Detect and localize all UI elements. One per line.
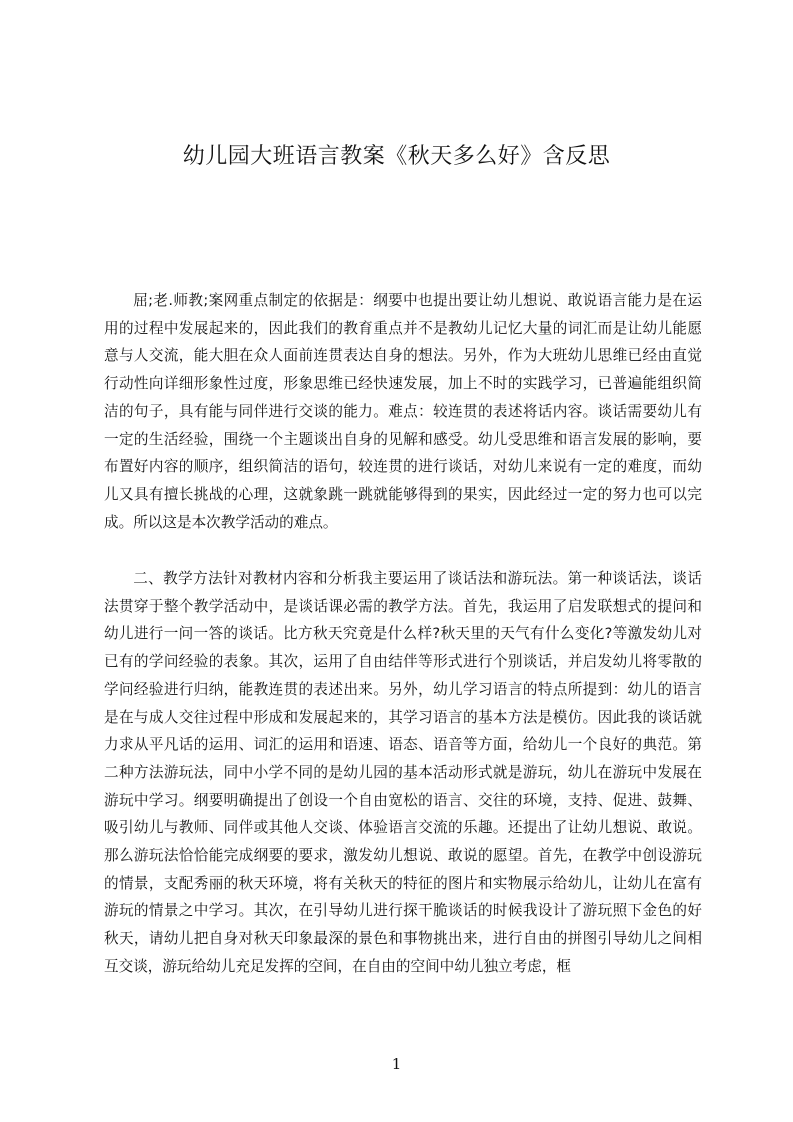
document-title: 幼儿园大班语言教案《秋天多么好》含反思 [182,144,611,169]
paragraph-teaching-methods: 二、教学方法针对教材内容和分析我主要运用了谈话法和游玩法。第一种谈话法，谈话法贯穿于整个教学活动中，是谈话课必需的教学方法。首先，我运用了启发联想式的提问和幼儿进行一问一答的谈话。比方秋天究竟是什么样?秋天里的天气有什么变化?等激发幼儿对已有的学问经验的表象。其次，运用了自由结伴等形式进行个别谈话，并启发幼儿将零散的学问经验进行归纳，能教连贯的表述出来。另外，幼儿学习语言的特点所提到：幼儿的语言是在与成人交往过程中形成和发展起来的，其学习语言的基本方法是模仿。因此我的谈话就力求从平凡话的运用、词汇的运用和语速、语态、语音等方面，给幼儿一个良好的典范。第二种方法游玩法，同中小学不同的是幼儿园的基本活动形式就是游玩，幼儿在游玩中发展在游玩中学习。纲要明确提出了创设一个自由宽松的语言、交往的环境，支持、促进、鼓舞、吸引幼儿与教师、同伴或其他人交谈、体验语言交流的乐趣。还提出了让幼儿想说、敢说。那么游玩法恰恰能完成纲要的要求，激发幼儿想说、敢说的愿望。首先，在教学中创设游玩的情景，支配秀丽的秋天环境，将有关秋天的特征的图片和实物展示给幼儿，让幼儿在富有游玩的情景之中学习。其次，在引导幼儿进行探干脆谈话的时候我设计了游玩照下金色的好秋天，请幼儿把自身对秋天印象最深的景色和事物挑出来，进行自由的拼图引导幼儿之间相互交谈，游玩给幼儿充足发挥的空间，在自由的空间中幼儿独立考虑，框 [104,570,702,975]
paragraph-teaching-focus: 屈;老.师教;案网重点制定的依据是：纲要中也提出要让幼儿想说、敢说语言能力是在运用的过程中发展起来的，因此我们的教育重点并不是教幼儿记忆大量的词汇而是让幼儿能愿意与人交流，能大胆在众人面前连贯表达自身的想法。另外，作为大班幼儿思维已经由直觉行动性向详细形象性过度，形象思维已经快速发展，加上不时的实践学习，已普遍能组织简洁的句子，具有能与同伴进行交谈的能力。难点：较连贯的表述将话内容。谈话需要幼儿有一定的生活经验，围绕一个主题谈出自身的见解和感受。幼儿受思维和语言发展的影响，要布置好内容的顺序，组织简洁的语句，较连贯的进行谈话，对幼儿来说有一定的难度，而幼儿又具有擅长挑战的心理，这就象跳一跳就能够得到的果实，因此经过一定的努力也可以完成。所以这是本次教学活动的难点。 [104,292,702,531]
page-number: 1 [391,1055,402,1073]
